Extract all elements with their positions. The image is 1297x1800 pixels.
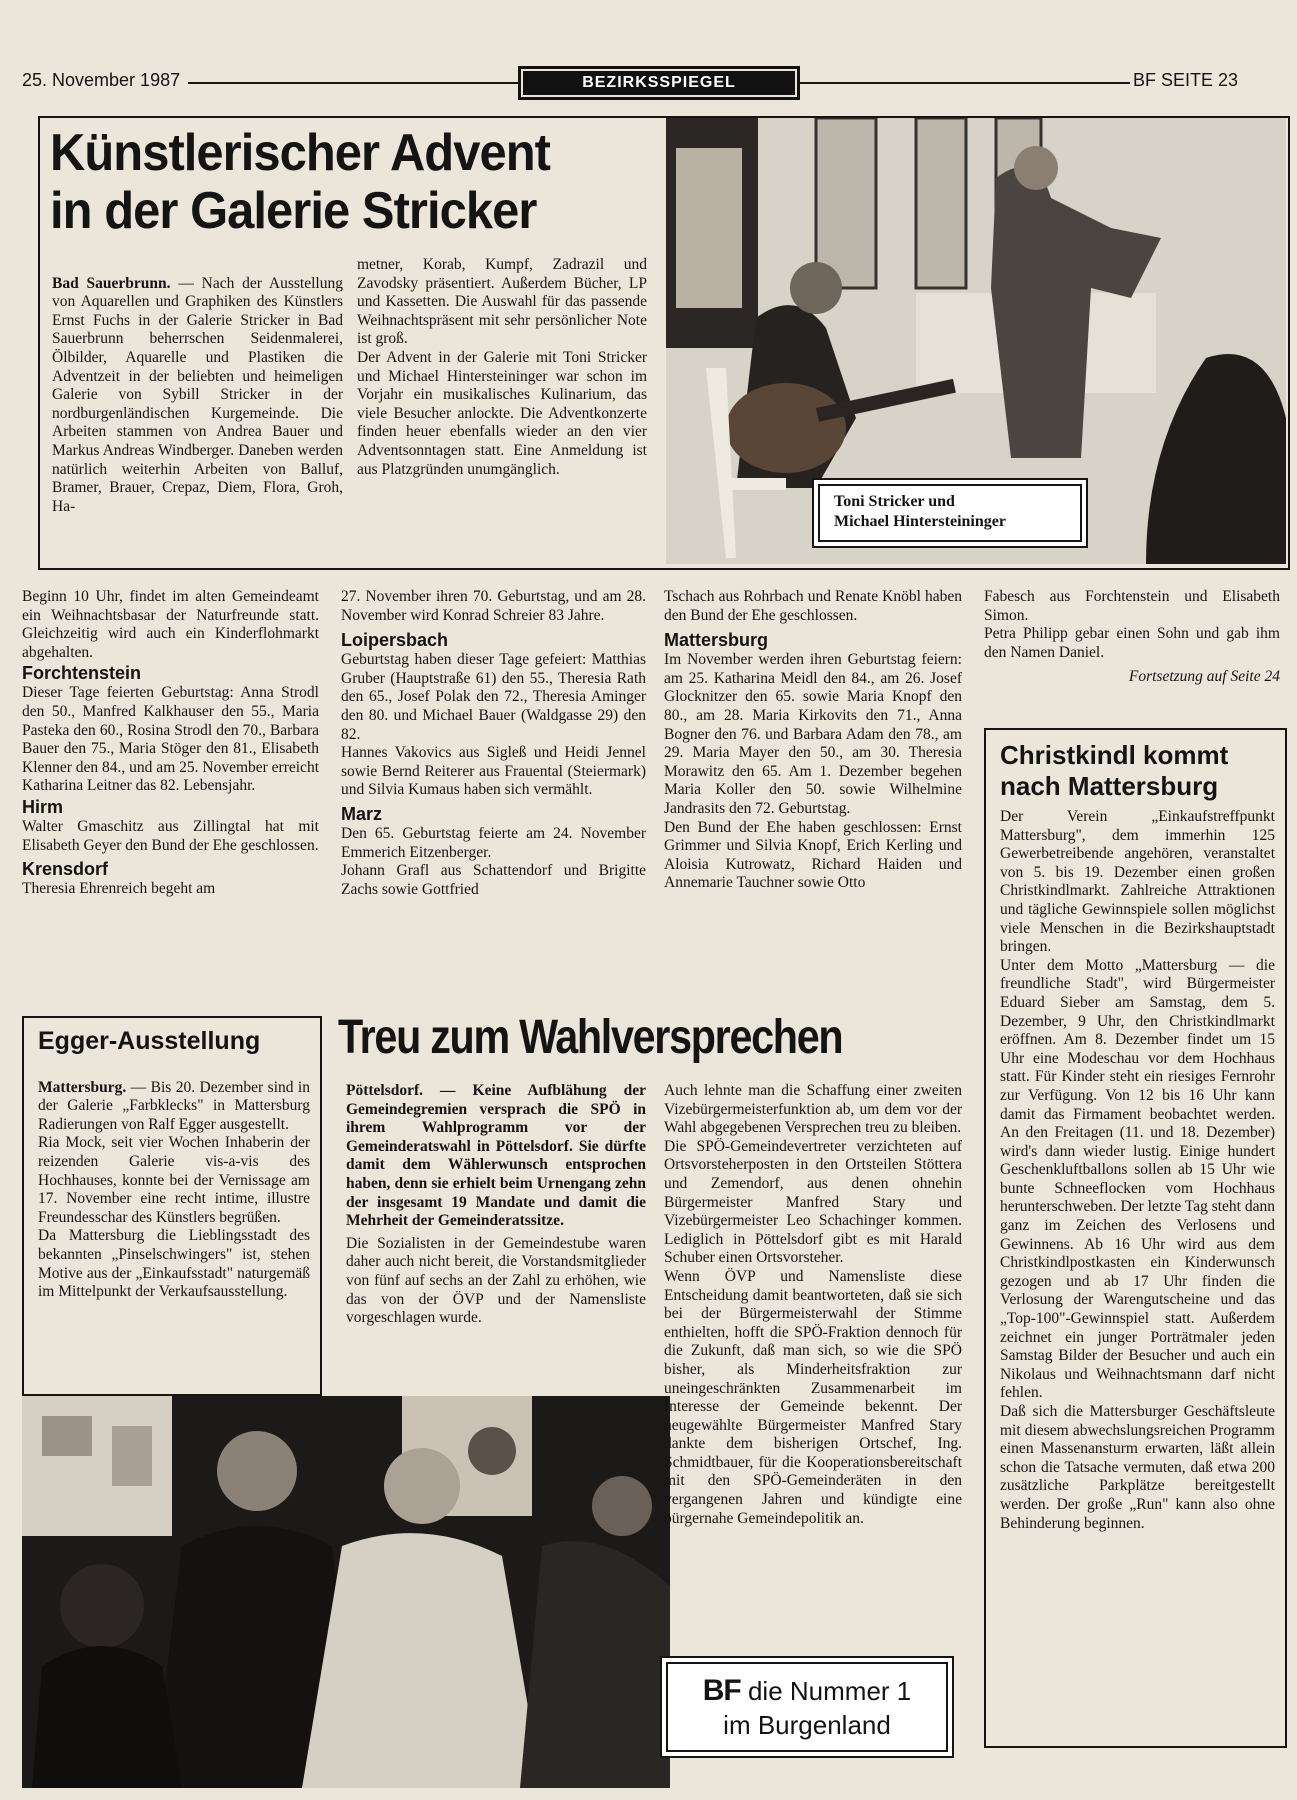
news-col1-intro: Beginn 10 Uhr, findet im alten Gemeindeamt ein Weihnachtsbasar der Naturfreunde statt. Gleichzeitig wird auch ein Kinderflohmarkt abgehalten.: [22, 588, 319, 661]
treu-headline: Treu zum Wahlversprechen: [338, 1011, 843, 1064]
christkindl-title-line2: nach Mattersburg: [1000, 771, 1219, 801]
section-title: BEZIRKSSPIEGEL: [518, 66, 800, 100]
christkindl-text: Der Verein „Einkaufstreffpunkt Mattersburg", dem immerhin 125 Gewerbetreibende angehören, veranstaltet von 5. bis 19. Dezember einen großen Christkindlmarkt. Zahlreiche Attraktionen und tägliche Gewinnspiele sollen möglichst viele Menschen in die Bezirkshauptstadt bringen. Unter dem Motto „Mattersburg — die freundliche Stadt", wird Bürgermeister Eduard Sieber am Samstag, dem 5. Dezember, 9 Uhr, den Christkindlmarkt eröffnen. Am 8. Dezember findet um 15 Uhr eine Modeschau vor dem Hochhaus statt. Für Kinder steht ein riesiges Fernrohr zur Verfügung. Von 12 bis 16 Uhr kann damit das Firmament beobachtet werden. An den Freitagen (11. und 18. Dezember) wird's dann wieder lustig. Einige hundert Geschenkluftballons sollen ab 15 Uhr wie bunte Schneeflocken vom Hochhaus herunterschweben. Der letzte Tag steht dann ganz im Zeichen des Verlosens und Gewinnens. Ab 16 Uhr wird aus dem Christkindlpostkasten ein Kinderwunsch gezogen und ab 17 Uhr finden die Verlosung der Warengutscheine und das „Top-100"-Gewinnspiel statt. Außerdem zeichnet ein junger Porträtmaler jeden Samstag Bilder der Besucher und auch ein Nikolaus und Weihnachtsmann darf nicht fehlen. Daß sich die Mattersburger Geschäftsleute mit diesem abwechslungsreichen Programm einen Massenansturm erwarten, läßt allein schon die Tatsache vermuten, daß etwa 200 zusätzliche Parkplätze bereitgestellt werden. Der große „Run" kann also ohne Behinderung beginnen.: [1000, 808, 1275, 1532]
loipersbach-heading: Loipersbach: [341, 630, 449, 651]
krensdorf-text: Theresia Ehrenreich begeht am: [22, 880, 216, 898]
bf-logo: BF: [702, 1674, 741, 1707]
advent-col2: metner, Korab, Kumpf, Zadrazil und Zavodsky präsentiert. Außerdem Bücher, LP und Kassetten. Die Auswahl für das passende Weihnachtspräsent mit sehr persönlicher Note ist groß. Der Advent in der Galerie mit Toni Stricker und Michael Hintersteininger war schon im Vorjahr ein musikalisches Kulinarium, das viele Besucher anlockte. Die Adventkonzerte finden heuer ebenfalls wieder an den vier Adventsonntagen statt. Eine Anmeldung ist aus Platzgründen unumgänglich.: [357, 256, 647, 478]
news-col4-intro: Fabesch aus Forchtenstein und Elisabeth Simon. Petra Philipp gebar einen Sohn und gab ihm den Namen Daniel.: [984, 588, 1280, 661]
christkindl-title: [1000, 740, 1275, 802]
issue-date: 25. November 1987: [22, 70, 181, 90]
christkindl-title-line1: Christkindl kommt: [1000, 740, 1229, 770]
musicians-caption-line1: Toni Stricker und: [834, 493, 955, 510]
news-col4: [984, 588, 1280, 686]
loipersbach-text: Geburtstag haben dieser Tage gefeiert: Matthias Gruber (Hauptstraße 61) den 55., Theresia Rath den 65., Josef Polak den 72., Theresia Aminger den 80. und Michael Bauer (Waldgasse 29) den 82. Hannes Vakovics aus Sigleß und Heidi Jennel sowie Bernd Reiterer aus Frauental (Steiermark) und Silvia Kumaus haben sich vermählt.: [341, 651, 646, 799]
treu-col2: Auch lehnte man die Schaffung einer zweiten Vizebürgermeisterfunktion ab, um dem vor der Wahl abgegebenen Versprechen treu zu bleiben. Die SPÖ-Gemeindevertreter verzichteten auf Ortsvorsteherposten in den Ortsteilen Stöttera und Zemendorf, aus denen ohnehin Bürgermeister Manfred Stary und Vizebürgermeister Leo Schachinger kommen. Lediglich in Pöttelsdorf gibt es mit Harald Schuber einen Ortsvorsteher. Wenn ÖVP und Namensliste diese Entscheidung damit beantworteten, daß sie sich bei der Bürgermeisterwahl der Stimme enthielten, hofft die SPÖ-Fraktion dennoch für die Zukunft, daß man sich, so wie die SPÖ bisher, als Minderheitsfraktion zur uneingeschränkten Zusammenarbeit im Interesse der Gemeinde bekennt. Der neugewählte Bürgermeister Manfred Stary dankte dem bisherigen Ortschef, Ing. Schmidtbauer, für die Kooperationsbereitschaft mit den SPÖ-Gemeinderäten in den vergangenen Jahren und kündigte eine bürgernahe Gemeindepolitik an.: [664, 1082, 962, 1527]
news-col3-intro: Tschach aus Rohrbach und Renate Knöbl haben den Bund der Ehe geschlossen.: [664, 588, 962, 624]
musicians-caption: [818, 484, 1082, 542]
bf-ad-line2: im Burgenland: [723, 1710, 891, 1740]
advent-headline-line2: in der Galerie Stricker: [50, 182, 537, 240]
news-col1: [22, 588, 319, 899]
page-number: BF SEITE 23: [1133, 70, 1239, 90]
treu-col1-text: Die Sozialisten in der Gemeindestube waren daher auch nicht bereit, die Vorstandsmitglieder von fünf auf sechs an der Zahl zu erhöhen, wie das von der ÖVP und der Namensliste vorgeschlagen wurde.: [346, 1234, 646, 1327]
bf-ad[interactable]: [666, 1662, 948, 1752]
bf-ad-line1: BF die Nummer 1: [702, 1674, 912, 1707]
news-col3: [664, 588, 962, 893]
mattersburg-heading: Mattersburg: [664, 630, 769, 651]
treu-col1: [346, 1082, 646, 1328]
hirm-heading: Hirm: [22, 796, 64, 817]
header-rule-right: [800, 82, 1130, 84]
news-col2: [341, 588, 646, 899]
marz-text: Den 65. Geburtstag feierte am 24. November Emmerich Eitzenberger. Johann Grafl aus Schattendorf und Brigitte Zachs sowie Gottfried: [341, 824, 646, 898]
advent-headline: [50, 124, 633, 240]
marz-heading: Marz: [341, 803, 383, 824]
advent-col1: Bad Sauerbrunn. — Nach der Ausstellung von Aquarellen und Graphiken des Künstlers Ernst Fuchs in der Galerie Stricker in Bad Sauerbrunn beherrschen Seidenmalerei, Ölbilder, Aquarelle und Plastiken die Adventzeit in der beliebten und heimeligen Galerie von Sybill Stricker in der nordburgenländischen Kurgemeinde. Die Arbeiten stammen von Andrea Bauer und Markus Andreas Windberger. Daneben werden natürlich weiterhin Arbeiten von Balluf, Bramer, Brauer, Crepaz, Diem, Flora, Groh, Ha-: [52, 274, 343, 515]
vernissage-photo: [22, 1396, 670, 1788]
news-col2-intro: 27. November ihren 70. Geburtstag, und am 28. November wird Konrad Schreier 83 Jahre.: [341, 588, 646, 624]
egger-box: [22, 1016, 322, 1396]
treu-lead: Pöttelsdorf. — Keine Aufblähung der Gemeindegremien versprach die SPÖ in ihrem Wahlprogramm vor der Gemeinderatswahl in Pöttelsdorf. Sie dürfte damit dem Wählerwunsch entsprochen haben, denn sie erhielt beim Urnengang zehn der insgesamt 19 Mandate und damit die Mehrheit der Gemeinderatssitze.: [346, 1082, 646, 1230]
egger-title: Egger-Ausstellung: [38, 1027, 261, 1055]
advent-lead: Bad Sauerbrunn.: [52, 274, 171, 292]
header-rule-left: [188, 82, 518, 84]
advent-headline-line1: Künstlerischer Advent: [50, 124, 550, 182]
vernissage-photo-art: [22, 1396, 670, 1788]
egger-lead: Mattersburg.: [38, 1078, 127, 1096]
egger-text: Mattersburg. — Bis 20. Dezember sind in der Galerie „Farbklecks" in Mattersburg Radierungen von Ralf Egger ausgestellt. Ria Mock, seit vier Wochen Inhaberin der reizenden Galerie vis-a-vis des Hochhauses, konnte bei der Vernissage am 17. November eine recht intime, illustre Freundesschar des Künstlers begrüßen. Da Mattersburg die Lieblingsstadt des bekannten „Pinselschwingers" ist, stehen Motive aus der „Einkaufsstadt" naturgemäß im Mittelpunkt der Verkaufsausstellung.: [38, 1078, 310, 1301]
forchtenstein-text: Dieser Tage feierten Geburtstag: Anna Strodl den 50., Manfred Kalkhauser den 55., Maria Pasteka den 60., Rosina Strodl den 70., Barbara Bauer den 75., Maria Stöger den 81., Elisabeth Klenner den 84., und am 25. November erreicht Katharina Leitner das 82. Lebensjahr.: [22, 684, 319, 795]
continued-note[interactable]: Fortsetzung auf Seite 24: [1128, 668, 1280, 686]
musicians-caption-line2: Michael Hintersteininger: [834, 513, 1006, 530]
hirm-text: Walter Gmaschitz aus Zillingtal hat mit Elisabeth Geyer den Bund der Ehe geschlossen.: [22, 817, 319, 854]
krensdorf-heading: Krensdorf: [22, 859, 109, 880]
mattersburg-text: Im November werden ihren Geburtstag feiern: am 25. Katharina Meidl den 84., am 26. Josef Glocknitzer den 65. sowie Maria Knopf den 80., am 28. Maria Kirkovits den 71., Anna Bogner den 76. und Barbara Adam den 78., am 29. Maria Mayer den 50., am 30. Theresia Morawitz den 65. Am 1. Dezember begehen Maria Koller den 50. sowie Wilhelmine Jandrasits den 72. Geburtstag. Den Bund der Ehe haben geschlossen: Ernst Grimmer und Silvia Knopf, Erich Kerling und Aloisia Kutrowatz, Richard Haiden und Annemarie Tauchner sowie Otto: [664, 651, 962, 892]
forchtenstein-heading: Forchtenstein: [22, 663, 142, 684]
christkindl-box: [984, 728, 1287, 1748]
